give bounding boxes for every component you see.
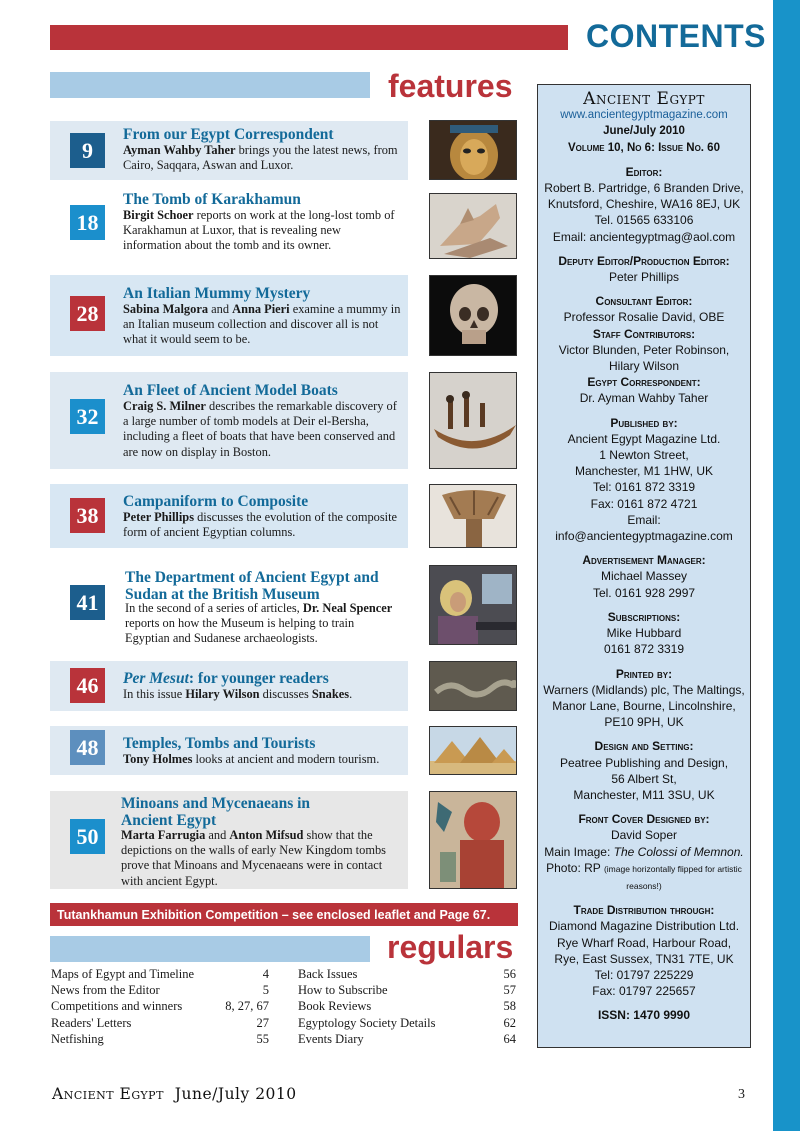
correspondent-name: Dr. Ayman Wahby Taher [579,391,709,406]
trade-line: Rye, East Sussex, TN31 7TE, UK [554,951,734,966]
item-page: 55 [256,1031,269,1046]
regulars-list-right [298,966,516,1047]
editor-line: Tel. 01565 633106 [594,213,694,228]
feature-title: From our Egypt Correspondent [123,126,334,143]
masthead-sidebar [537,84,751,1048]
page-number-badge: 50 [70,819,105,854]
item-label: Egyptology Society Details [298,1015,436,1030]
item-page: 62 [503,1015,516,1030]
deputy-label: Deputy Editor/Production Editor: [558,253,730,268]
photo-label: Photo: RP [546,860,601,875]
list-item[interactable] [298,982,516,998]
subs-label: Subscriptions: [607,609,681,624]
list-item[interactable] [298,1015,516,1031]
item-page: 56 [503,967,516,981]
regulars-heading: regulars [387,929,514,965]
feature-item[interactable] [50,563,408,645]
feature-description: Birgit Schoer reports on work at the long-lost tomb of Karakhamun at Luxor, that is revealing new information about the tomb and its owner. [123,208,395,253]
item-page: 4 [262,967,269,981]
item-page: 64 [503,1031,516,1046]
page-edge-strip [773,0,800,1131]
snake-relief-photo [429,661,517,711]
publisher-line: Ancient Egypt Magazine Ltd. [567,431,721,446]
editor-line: Knutsford, Cheshire, WA16 8EJ, UK [547,197,741,212]
staff-line: Hilary Wilson [608,359,679,374]
list-item[interactable] [51,966,269,982]
jackal-statue-photo [429,193,517,259]
footer-running-title [52,1085,297,1103]
item-page: 27 [256,1015,269,1030]
trade-label: Trade Distribution through: [573,903,715,918]
cover-label: Front Cover Designed by: [578,812,710,827]
features-bar [50,72,370,98]
main-image-label: Main Image: [544,844,611,859]
feature-item[interactable] [50,275,408,356]
publisher-line: Email: [627,512,661,527]
trade-line: Rye Wharf Road, Harbour Road, [556,935,732,950]
regulars-list-left [51,966,269,1047]
feature-title: The Department of Ancient Egypt and Sudan at the British Museum [125,569,379,603]
features-heading: features [388,68,513,104]
list-item[interactable] [298,1031,516,1047]
trainee-photo [429,565,517,645]
page-title: CONTENTS [586,18,766,54]
feature-title: An Italian Mummy Mystery [123,285,311,302]
footer-issue: June/July 2010 [174,1085,297,1103]
pyramids-photo [429,726,517,775]
column-capital-photo [429,484,517,548]
feature-title: Temples, Tombs and Tourists [123,735,316,752]
trade-line: Tel: 01797 225229 [594,967,694,982]
issue-date: June/July 2010 [603,125,685,138]
item-label: How to Subscribe [298,983,388,998]
publisher-line: Tel: 0161 872 3319 [592,480,696,495]
item-label: Competitions and winners [51,999,183,1014]
printer-label: Printed by: [615,666,673,681]
page-number: 3 [738,1087,745,1102]
page-number-badge: 38 [70,498,105,533]
main-image-title: The Colossi of Memnon. [613,844,744,859]
list-item[interactable] [298,998,516,1014]
list-item[interactable] [298,966,516,982]
regulars-bar [50,936,370,962]
ads-line: Michael Massey [600,569,688,584]
gold-mask-photo [429,120,517,180]
cover-designer: David Soper [610,828,678,843]
editor-label: Editor: [625,164,663,179]
consultant-name: Professor Rosalie David, OBE [563,310,725,325]
list-item[interactable] [51,982,269,998]
subs-line: 0161 872 3319 [603,642,685,657]
competition-notice[interactable]: Tutankhamun Exhibition Competition – see enclosed leaflet and Page 67. [50,903,518,926]
feature-item[interactable] [50,484,408,548]
item-label: Readers' Letters [51,1015,132,1030]
skull-scan-photo [429,275,517,356]
issue-volume: Volume 10, No 6: Issue No. 60 [568,141,720,154]
item-page: 8, 27, 67 [225,999,269,1014]
design-line: 56 Albert St, [611,771,677,786]
consultant-label: Consultant Editor: [595,294,693,309]
header-bar [50,25,568,50]
list-item[interactable] [51,1031,269,1047]
tomb-painting-photo [429,791,517,889]
magazine-logo: Ancient Egypt [583,89,705,109]
list-item[interactable] [51,998,269,1014]
item-page: 5 [262,983,269,998]
page-number-badge: 41 [70,585,105,620]
photo-credit [538,860,750,894]
publisher-email[interactable]: info@ancientegyptmagazine.com [555,529,733,544]
main-image-credit [538,844,750,860]
staff-label: Staff Contributors: [592,326,696,341]
footer-magazine: Ancient Egypt [52,1085,164,1103]
page-number-badge: 46 [70,668,105,703]
page-number-badge: 32 [70,399,105,434]
feature-item[interactable] [50,791,408,889]
feature-item[interactable] [50,726,408,775]
model-boat-photo [429,372,517,469]
publisher-line: Fax: 0161 872 4721 [590,496,698,511]
ads-label: Advertisement Manager: [582,553,706,568]
feature-item[interactable] [50,186,408,261]
feature-title: Campaniform to Composite [123,493,309,510]
staff-line: Victor Blunden, Peter Robinson, [558,342,730,357]
feature-item[interactable] [50,121,408,180]
feature-description: Craig S. Milner describes the remarkable discovery of a large number of tomb models at Deir el-Bersha, including a fleet of boats that have been conserved and are now on display in Boston. [123,399,397,459]
feature-description: Peter Phillips discusses the evolution of the composite form of ancient Egyptian columns. [123,510,398,540]
trade-line: Diamond Magazine Distribution Ltd. [548,919,740,934]
item-label: News from the Editor [51,983,160,998]
printer-line: Warners (Midlands) plc, The Maltings, [543,682,745,697]
item-page: 57 [503,983,516,998]
item-label: Book Reviews [298,999,372,1014]
issn: ISSN: 1470 9990 [597,1008,691,1023]
feature-description: Sabina Malgora and Anna Pieri examine a mummy in an Italian museum collection and discover all is not what it would seem to be. [123,302,401,347]
publisher-line: 1 Newton Street, [599,448,689,463]
subs-line: Mike Hubbard [606,626,682,641]
feature-description: In the second of a series of articles, Dr. Neal Spencer reports on how the Museum is helping to train Egyptian and Sudanese archaeologists. [125,601,393,646]
deputy-name: Peter Phillips [608,270,680,285]
feature-description: Ayman Wahby Taher brings you the latest news, from Cairo, Saqqara, Aswan and Luxor. [123,143,398,173]
feature-title: Per Mesut: for younger readers [123,670,329,687]
feature-title: The Tomb of Karakhamun [123,191,301,208]
list-item[interactable] [51,1015,269,1031]
website-link[interactable]: www.ancientegyptmagazine.com [560,109,728,122]
item-label: Events Diary [298,1031,364,1046]
page-number-badge: 18 [70,205,105,240]
feature-description: Tony Holmes looks at ancient and modern tourism. [123,752,380,766]
feature-item[interactable] [50,372,408,469]
feature-item[interactable] [50,661,408,711]
design-line: Manchester, M11 3SU, UK [573,787,715,802]
editor-email[interactable]: Email: ancientegyptmag@aol.com [552,229,736,244]
item-label: Maps of Egypt and Timeline [51,967,195,981]
photo-note: (image horizontally flipped for artistic reasons!) [603,863,742,891]
printer-line: PE10 9PH, UK [604,715,684,730]
item-label: Netfishing [51,1031,104,1046]
feature-title: Minoans and Mycenaeans in Ancient Egypt [121,795,311,829]
item-page: 58 [503,999,516,1014]
publisher-label: Published by: [610,415,678,430]
ads-line: Tel. 0161 928 2997 [592,585,696,600]
publisher-line: Manchester, M1 1HW, UK [574,464,714,479]
feature-title: An Fleet of Ancient Model Boats [123,382,338,399]
correspondent-label: Egypt Correspondent: [587,375,701,390]
feature-description: Marta Farrugia and Anton Mifsud show that the depictions on the walls of early New Kingdom tombs prove that Minoans and Mycenaeans were in contact with ancient Egypt. [121,828,386,888]
page-number-badge: 48 [70,730,105,765]
page-number-badge: 28 [70,296,105,331]
design-label: Design and Setting: [594,739,694,754]
design-line: Peatree Publishing and Design, [559,755,729,770]
trade-line: Fax: 01797 225657 [592,984,696,999]
page-number-badge: 9 [70,133,105,168]
item-label: Back Issues [298,967,358,981]
printer-line: Manor Lane, Bourne, Lincolnshire, [552,698,736,713]
feature-description: In this issue Hilary Wilson discusses Snakes. [123,687,353,701]
editor-line: Robert B. Partridge, 6 Branden Drive, [544,181,744,196]
